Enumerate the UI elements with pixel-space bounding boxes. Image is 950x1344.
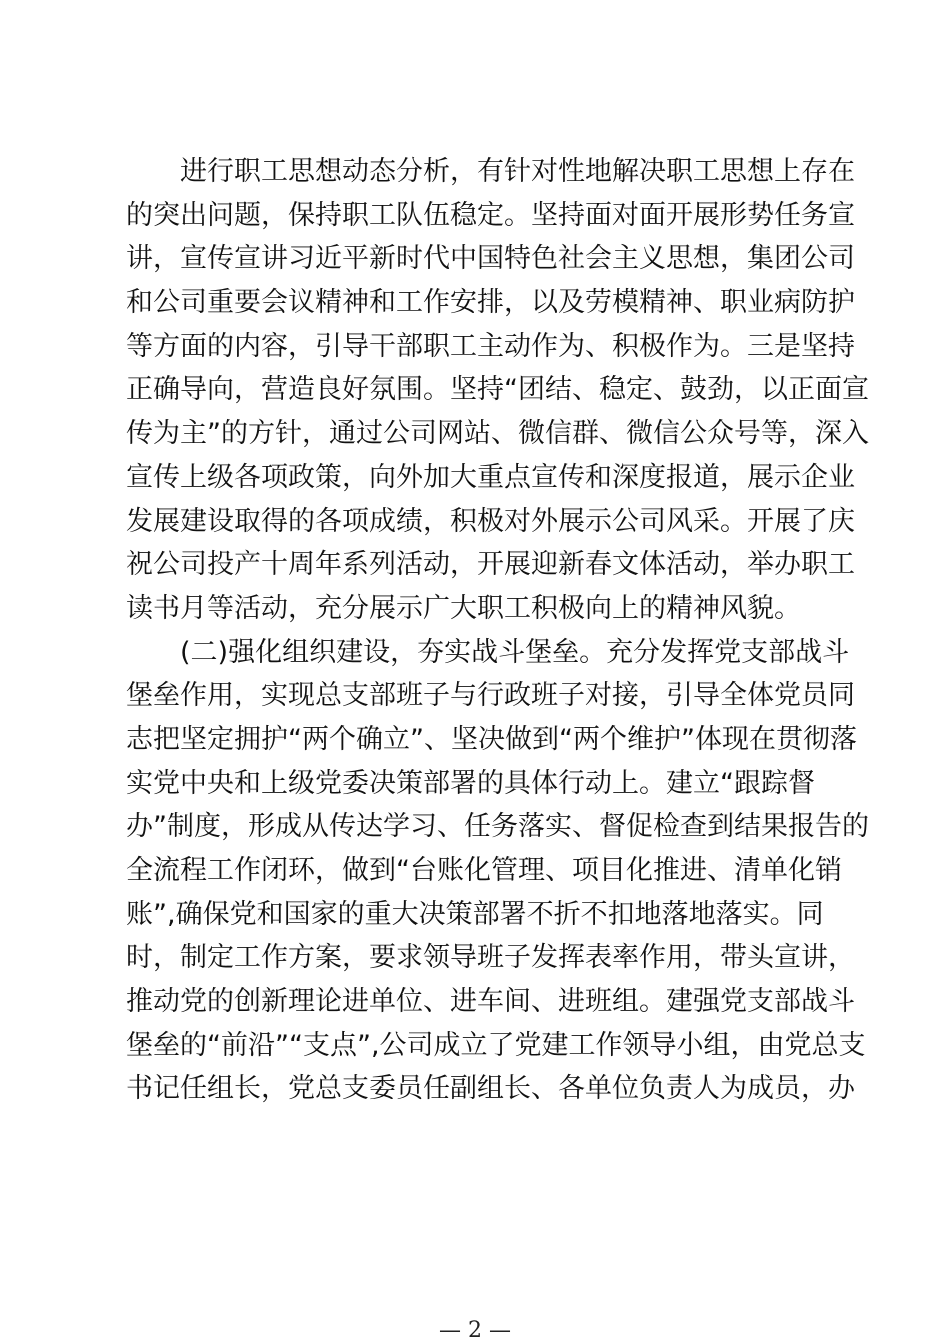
page-number: — 2 — (439, 1318, 511, 1343)
paragraph-line: 等方面的内容，引导干部职工主动作为、积极作为。三是坚持 (126, 330, 855, 362)
paragraph-line: 宣传上级各项政策，向外加大重点宣传和深度报道，展示企业 (126, 461, 855, 493)
paragraph-line: 志把坚定拥护“两个确立”、坚决做到“两个维护”体现在贯彻落 (126, 723, 857, 755)
paragraph-line: 时，制定工作方案，要求领导班子发挥表率作用，带头宣讲， (126, 942, 855, 974)
paragraph-line: 正确导向，营造良好氛围。坚持“团结、稳定、鼓劲，以正面宣 (126, 374, 869, 406)
paragraph-line: 堡垒作用，实现总支部班子与行政班子对接，引导全体党员同 (126, 680, 855, 712)
paragraph-line: 发展建设取得的各项成绩，积极对外展示公司风采。开展了庆 (126, 505, 855, 537)
paragraph-line: 的突出问题，保持职工队伍稳定。坚持面对面开展形势任务宣 (126, 199, 855, 231)
paragraph-line: 书记任组长，党总支委员任副组长、各单位负责人为成员，办 (126, 1073, 855, 1105)
paragraph-line: 全流程工作闭环，做到“台账化管理、项目化推进、清单化销 (126, 855, 842, 886)
paragraph-line: 堡垒的“前沿”“支点”,公司成立了党建工作领导小组，由党总支 (126, 1029, 866, 1061)
paragraph-line: 读书月等活动，充分展示广大职工积极向上的精神风貌。 (126, 592, 801, 624)
paragraph-line: 账”,确保党和国家的重大决策部署不折不扣地落地落实。同 (126, 898, 824, 930)
paragraph-line: 讲，宣传宣讲习近平新时代中国特色社会主义思想，集团公司 (126, 243, 855, 275)
paragraph-line: 实党中央和上级党委决策部署的具体行动上。建立“跟踪督 (126, 767, 815, 799)
paragraph-line: 传为主”的方针，通过公司网站、微信群、微信公众号等，深入 (126, 418, 869, 450)
paragraph-line: 和公司重要会议精神和工作安排，以及劳模精神、职业病防护 (126, 287, 855, 319)
paragraph-line: 进行职工思想动态分析，有针对性地解决职工思想上存在 (180, 156, 855, 187)
paragraph-line: 办”制度，形成从传达学习、任务落实、督促检查到结果报告的 (126, 811, 869, 843)
paragraph-line: 推动党的创新理论进单位、进车间、进班组。建强党支部战斗 (126, 986, 855, 1018)
paragraph-line: 祝公司投产十周年系列活动，开展迎新春文体活动，举办职工 (126, 549, 855, 581)
section-heading-line: (二)强化组织建设，夯实战斗堡垒。充分发挥党支部战斗 (180, 636, 850, 668)
body-text (126, 150, 869, 1111)
